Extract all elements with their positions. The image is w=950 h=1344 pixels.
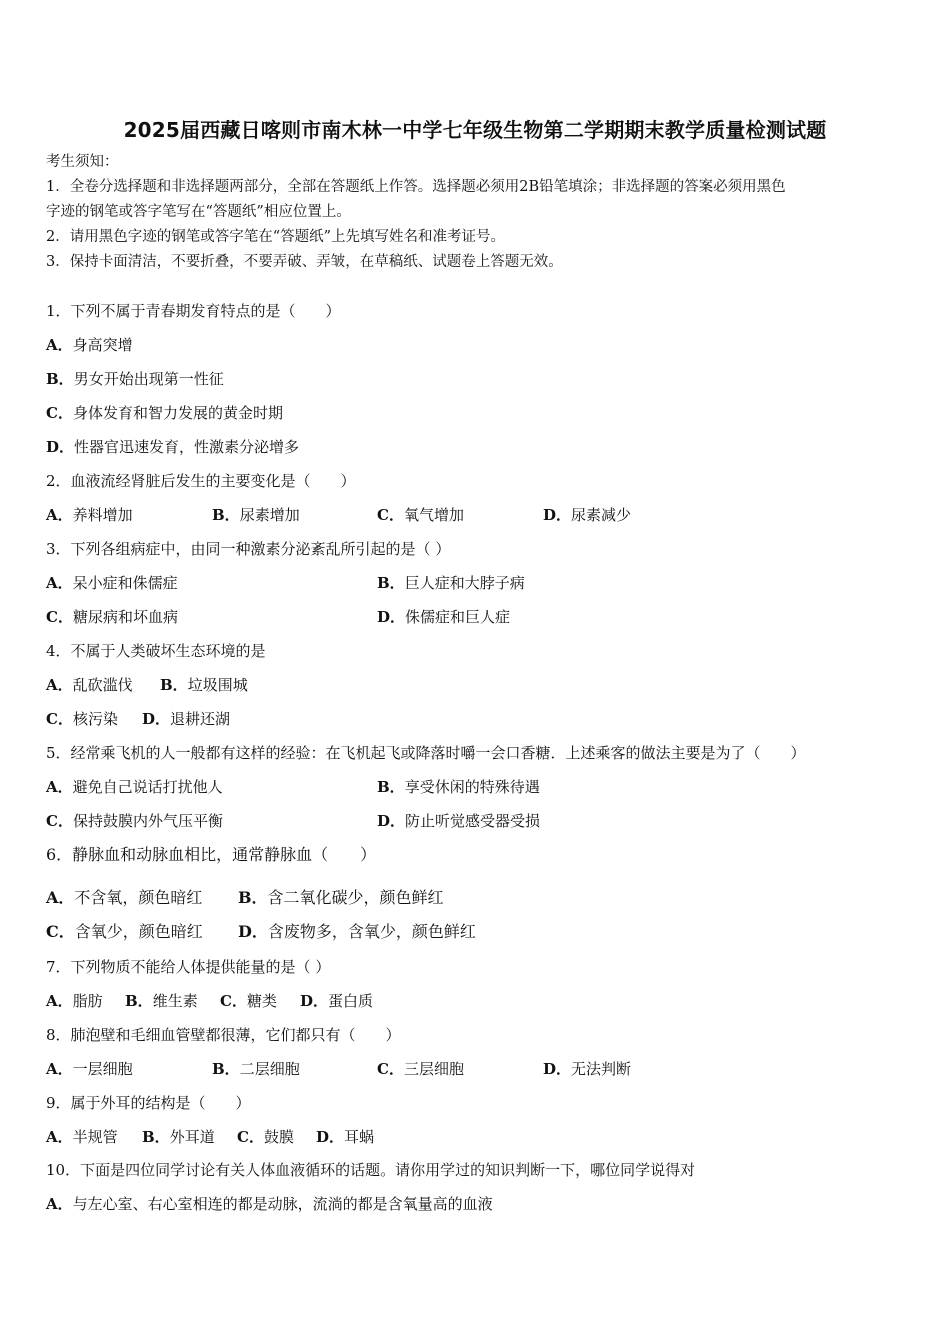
notice-heading: 考生须知： xyxy=(46,154,119,170)
question-8-option-d: D．无法判断 xyxy=(543,1060,632,1078)
question-3-option-d: D．侏儒症和巨人症 xyxy=(377,608,511,626)
question-5-option-d: D．防止听觉感受器受损 xyxy=(377,812,541,830)
question-2-option-b: B．尿素增加 xyxy=(212,506,300,524)
question-2-option-a: A．养料增加 xyxy=(46,506,133,524)
question-2-option-d: D．尿素减少 xyxy=(543,506,632,524)
question-2-stem: 2．血液流经肾脏后发生的主要变化是（ ） xyxy=(46,472,356,490)
question-10-stem: 10．下面是四位同学讨论有关人体血液循环的话题。请你用学过的知识判断一下，哪位同学说得对 xyxy=(46,1161,696,1179)
question-1-option-c: C．身体发育和智力发展的黄金时期 xyxy=(46,404,283,422)
question-4-option-b: B．垃圾围城 xyxy=(160,676,248,694)
question-1-option-a: A．身高突增 xyxy=(46,336,133,354)
question-6-option-d: D．含废物多，含氧少，颜色鲜红 xyxy=(238,922,476,941)
question-3-option-c: C．糖尿病和坏血病 xyxy=(46,608,178,626)
page-title: 2025届西藏日喀则市南木林一中学七年级生物第二学期期末教学质量检测试题 xyxy=(123,118,827,142)
question-7-option-a: A．脂肪 xyxy=(46,992,103,1010)
question-6-option-c: C．含氧少，颜色暗红 xyxy=(46,922,203,941)
question-7-option-c: C．糖类 xyxy=(220,992,277,1010)
question-3-stem: 3．下列各组病症中，由同一种激素分泌紊乱所引起的是（ ） xyxy=(46,540,451,558)
question-6-option-a: A．不含氧，颜色暗红 xyxy=(46,888,203,907)
question-1-stem: 1．下列不属于青春期发育特点的是（ ） xyxy=(46,302,341,320)
question-9-option-a: A．半规管 xyxy=(46,1128,118,1146)
question-10-option-a: A．与左心室、右心室相连的都是动脉，流淌的都是含氧量高的血液 xyxy=(46,1195,493,1213)
question-5-option-b: B．享受休闲的特殊待遇 xyxy=(377,778,540,796)
question-3-option-b: B．巨人症和大脖子病 xyxy=(377,574,525,592)
question-8-option-c: C．三层细胞 xyxy=(377,1060,464,1078)
question-4-stem: 4．不属于人类破坏生态环境的是 xyxy=(46,642,266,660)
question-9-option-b: B．外耳道 xyxy=(142,1128,215,1146)
question-6-stem: 6．静脉血和动脉血相比，通常静脉血（ ） xyxy=(46,845,377,864)
question-5-option-c: C．保持鼓膜内外气压平衡 xyxy=(46,812,223,830)
question-5-stem: 5．经常乘飞机的人一般都有这样的经验：在飞机起飞或降落时嚼一会口香糖．上述乘客的做法主要是为了（ ） xyxy=(46,744,806,762)
question-1-option-d: D．性器官迅速发育，性激素分泌增多 xyxy=(46,438,300,456)
notice-item-1-line-1: 1．全卷分选择题和非选择题两部分，全部在答题纸上作答。选择题必须用2B铅笔填涂；非选择题的答案必须用黑色 xyxy=(46,179,786,195)
notice-item-3: 3．保持卡面清洁，不要折叠，不要弄破、弄皱，在草稿纸、试题卷上答题无效。 xyxy=(46,254,563,270)
question-9-option-c: C．鼓膜 xyxy=(237,1128,294,1146)
question-4-option-c: C．核污染 xyxy=(46,710,118,728)
question-8-stem: 8．肺泡壁和毛细血管壁都很薄，它们都只有（ ） xyxy=(46,1026,401,1044)
question-3-option-a: A．呆小症和侏儒症 xyxy=(46,574,178,592)
notice-item-1-line-2: 字迹的钢笔或答字笔写在“答题纸”相应位置上。 xyxy=(46,204,351,220)
question-5-option-a: A．避免自己说话打扰他人 xyxy=(46,778,223,796)
question-7-stem: 7．下列物质不能给人体提供能量的是（ ） xyxy=(46,958,331,976)
question-2-option-c: C．氧气增加 xyxy=(377,506,464,524)
question-8-option-a: A．一层细胞 xyxy=(46,1060,133,1078)
question-4-option-d: D．退耕还湖 xyxy=(142,710,231,728)
question-9-stem: 9．属于外耳的结构是（ ） xyxy=(46,1094,251,1112)
question-7-option-b: B．维生素 xyxy=(125,992,198,1010)
question-7-option-d: D．蛋白质 xyxy=(300,992,374,1010)
question-4-option-a: A．乱砍滥伐 xyxy=(46,676,133,694)
question-1-option-b: B．男女开始出现第一性征 xyxy=(46,370,224,388)
question-9-option-d: D．耳蜗 xyxy=(316,1128,375,1146)
question-6-option-b: B．含二氧化碳少，颜色鲜红 xyxy=(238,888,444,907)
question-8-option-b: B．二层细胞 xyxy=(212,1060,300,1078)
notice-item-2: 2．请用黑色字迹的钢笔或答字笔在“答题纸”上先填写姓名和准考证号。 xyxy=(46,229,506,245)
